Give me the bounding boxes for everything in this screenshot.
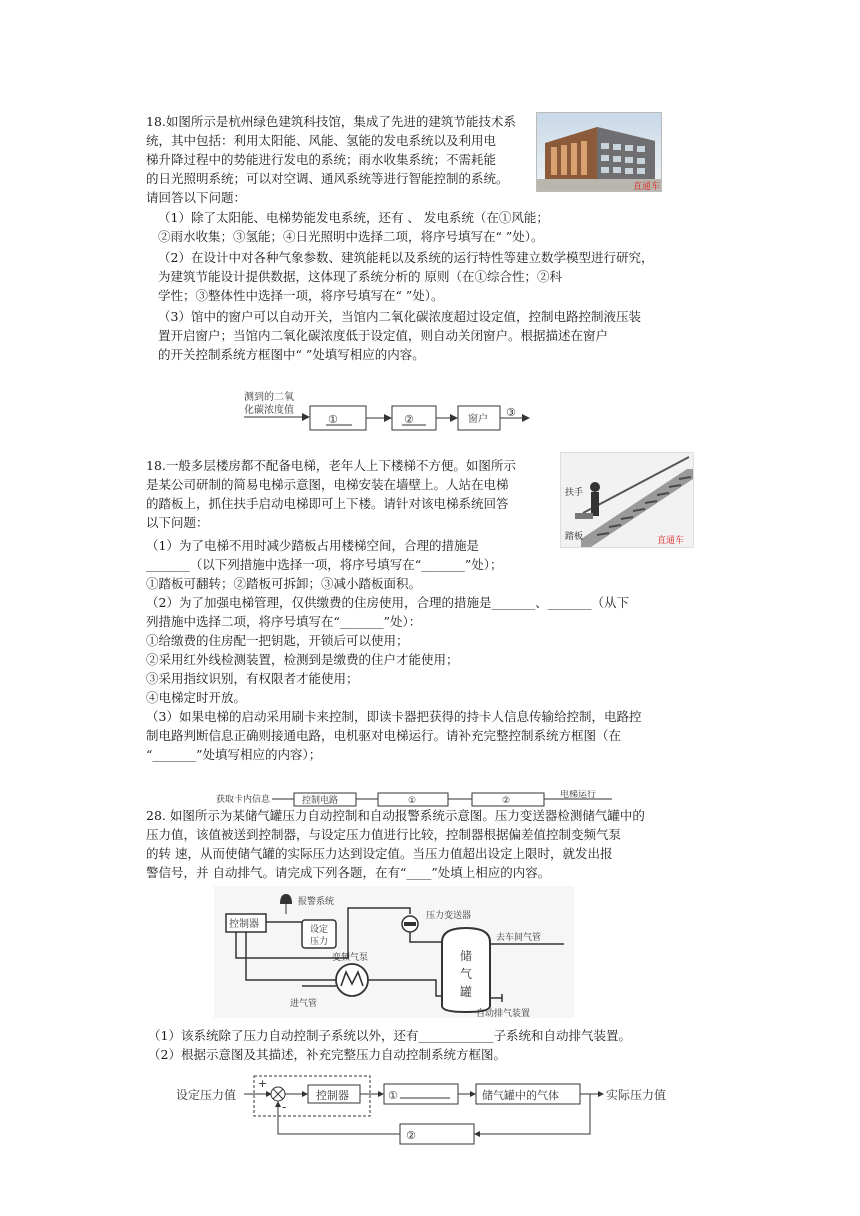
- q2-items: [146, 536, 641, 764]
- setpoint-label-2: 压力: [310, 937, 329, 947]
- bd-feedback-label: ②: [406, 1129, 416, 1142]
- q3-intro-line: 压力值，该值被送到控制器，与设定压力值进行比较，控制器根据偏差值控制变频气泵: [146, 827, 622, 842]
- pump-label: 变频气泵: [332, 953, 369, 963]
- q2-item-line: ④电梯定时开放。: [146, 690, 247, 705]
- q1-diagram-output: ③: [506, 406, 516, 419]
- bd-output-label: 实际压力值: [606, 1088, 667, 1102]
- bd-box1-label: ①: [388, 1089, 398, 1102]
- q1-diagram-box1: [310, 406, 366, 430]
- q2-intro-line: 的踏板上，抓住扶手启动电梯即可上下楼。请针对该电梯系统回答: [146, 496, 509, 511]
- q1-intro-line: 请回答以下问题：: [146, 190, 247, 205]
- tank-char: 储: [460, 949, 473, 963]
- bd-plus: +: [258, 1077, 268, 1090]
- q3-items: [148, 1026, 631, 1064]
- q1-diagram-box2: [392, 406, 436, 430]
- q1-diagram-input-line2: 化碳浓度值: [244, 405, 294, 416]
- q2-item-line: ①给缴费的住房配一把钥匙，开锁后可以使用；: [146, 633, 409, 648]
- q2-intro-line: 18.一般多层楼房都不配备电梯，老年人上下楼梯不方便。如图所示: [146, 458, 516, 473]
- q2-item-line: （3）如果电梯的启动采用刷卡来控制，即读卡器把获得的持卡人信息传输给控制，电路控: [146, 709, 642, 724]
- q2-item-line: ③采用指纹识别，有权限者才能使用；: [146, 671, 359, 686]
- q1-intro-line: 18.如图所示是杭州绿色建筑科技馆，集成了先进的建筑节能技术系: [146, 114, 516, 129]
- q3-block-diagram: [170, 1072, 710, 1148]
- q2-diagram-output: 电梯运行: [560, 790, 597, 800]
- q3-intro: [146, 806, 645, 882]
- q2-item-line: ①踏板可翻转；②踏板可拆卸；③减小踏板面积。: [146, 576, 422, 591]
- setpoint-label-1: 设定: [310, 925, 329, 935]
- q2-diagram-box1-label: 控制电路: [302, 796, 339, 806]
- q1-item-line: （3）馆中的窗户可以自动开关，当馆内二氧化碳浓度超过设定值，控制电路控制液压装: [158, 309, 641, 324]
- q2-item-line: （1）为了电梯不用时减少踏板占用楼梯空间，合理的措施是: [146, 538, 479, 553]
- elevator-photo: [560, 452, 694, 548]
- q1-diagram-input-line1: 测到的二氧: [244, 392, 294, 403]
- q1-item-line: （1）除了太阳能、电梯势能发电系统，还有 、 发电系统（在①风能；: [158, 210, 549, 225]
- q2-item-line: ②采用红外线检测装置，检测到是缴费的住户才能使用；: [146, 652, 459, 667]
- q1-item-line: 学性；③整体性中选择一项，将序号填写在“ ”处）。: [158, 288, 444, 303]
- bd-minus: -: [282, 1100, 287, 1114]
- q3-item-line: （2）根据示意图及其描述，补充完整压力自动控制系统方框图。: [148, 1047, 506, 1062]
- q3-intro-line: 28. 如图所示为某储气罐压力自动控制和自动报警系统示意图。压力变送器检测储气罐中的: [146, 808, 645, 823]
- transmitter-label: 压力变送器: [426, 911, 472, 921]
- pedal-label: 踏板: [565, 532, 584, 542]
- q1-item-line: 的开关控制系统方框图中“ ”处填写相应的内容。: [158, 347, 425, 362]
- q1-block-diagram: [240, 386, 540, 442]
- photo-caption: 直通车: [633, 182, 661, 192]
- q2-diagram-input: 获取卡内信息: [216, 795, 271, 805]
- inlet-label: 进气管: [290, 999, 318, 1009]
- handrail-label: 扶手: [565, 488, 584, 498]
- alarm-label: 报警系统: [298, 897, 335, 907]
- q1-diagram-box2-label: ②: [404, 413, 414, 426]
- q1-intro: [146, 112, 516, 207]
- tank-char: 气: [460, 967, 473, 981]
- bd-controller-label: 控制器: [316, 1089, 349, 1102]
- exhaust-label: 自动排气装置: [476, 1009, 531, 1018]
- q1-item-line: 置开启窗户；当馆内二氧化碳浓度低于设定值，则自动关闭窗户。根据描述在窗户: [158, 328, 609, 343]
- q1-intro-line: 的日光照明系统；可以对空调、通风系统等进行智能控制的系统。: [146, 171, 509, 186]
- q1-item-line: 为建筑节能设计提供数据，这体现了系统分析的 原则（在①综合性；②科: [158, 269, 562, 284]
- q2-diagram-box3-label: ②: [502, 796, 511, 806]
- q2-intro-line: 以下问题：: [146, 515, 209, 530]
- to-workshop-label: 去车间气管: [496, 933, 542, 943]
- elevator-photo-caption: 直通车: [657, 536, 685, 546]
- q1-diagram-box3-label: 窗户: [468, 414, 488, 425]
- q1-item-line: ②雨水收集；③氢能；④日光照明中选择二项，将序号填写在“ ”处）。: [158, 229, 544, 244]
- q2-item-line: “_______”处填写相应的内容）；: [146, 747, 322, 762]
- q2-intro-line: 是某公司研制的简易电梯示意图，电梯安装在墙壁上。人站在电梯: [146, 477, 509, 492]
- q3-intro-line: 警信号，并 自动排气。请完成下列各题，在有“____”处填上相应的内容。: [146, 865, 551, 880]
- q1-items: [158, 208, 653, 364]
- building-photo: [536, 112, 662, 192]
- q1-diagram-box1-label: ①: [328, 413, 338, 426]
- q2-item-line: 制电路判断信息正确则接通电路，电机驱对电梯运行。请补充完整控制系统方框图（在: [146, 728, 622, 743]
- q2-item-line: （2）为了加强电梯管理，仅供缴费的住房使用，合理的措施是_______、_______（从下: [146, 595, 629, 610]
- q1-intro-line: 统，其中包括：利用太阳能、风能、氢能的发电系统以及利用电: [146, 133, 497, 148]
- q1-item-line: （2）在设计中对各种气象参数、建筑能耗以及系统的运行特性等建立数学模型进行研究，: [158, 250, 654, 265]
- controller-label: 控制器: [229, 919, 259, 930]
- bd-plant-label: 储气罐中的气体: [482, 1089, 559, 1102]
- q3-intro-line: 的转 速，从而使储气罐的实际压力达到设定值。当压力值超出设定上限时，就发出报: [146, 846, 613, 861]
- q2-intro: [146, 456, 516, 532]
- q2-diagram-box2-label: ①: [408, 796, 417, 806]
- q1-intro-line: 梯升降过程中的势能进行发电的系统；雨水收集系统；不需耗能: [146, 152, 497, 167]
- bd-input-label: 设定压力值: [176, 1088, 237, 1102]
- q2-item-line: _______（以下列措施中选择一项，将序号填写在“_______”处）；: [146, 557, 503, 572]
- pump-icon: [336, 964, 368, 996]
- q3-schematic: [214, 886, 574, 1018]
- q3-item-line: （1）该系统除了压力自动控制子系统以外，还有____________子系统和自动排气装置。: [148, 1028, 631, 1043]
- tank-char: 罐: [460, 985, 473, 999]
- q2-item-line: 列措施中选择二项，将序号填写在“_______”处）：: [146, 614, 422, 629]
